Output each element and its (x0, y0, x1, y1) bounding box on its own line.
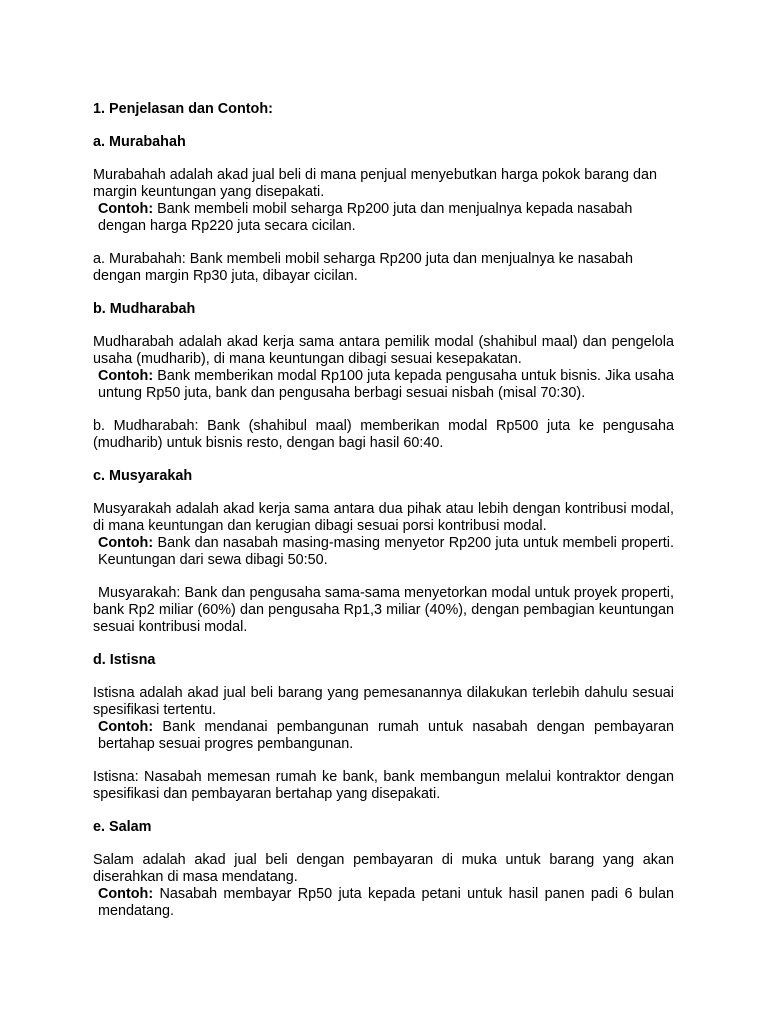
section-heading-musyarakah: c. Musyarakah (93, 468, 193, 484)
extra-example-mudharabah: b. Mudharabah: Bank (shahibul maal) memberikan modal Rp500 juta ke pengusaha (mudharib) untuk bisnis resto, dengan bagi hasil 60:40. (93, 418, 674, 451)
section-body-murabahah (93, 167, 674, 235)
section-heading-istisna: d. Istisna (93, 652, 156, 668)
example-text: Bank mendanai pembangunan rumah untuk nasabah dengan pembayaran bertahap sesuai progres pembangunan. (98, 719, 674, 752)
section-body-mudharabah (93, 334, 674, 402)
extra-example-istisna: Istisna: Nasabah memesan rumah ke bank, bank membangun melalui kontraktor dengan spesifikasi dan pembayaran bertahap yang disepakati. (93, 769, 674, 802)
example-line (93, 886, 674, 920)
section-body-istisna (93, 685, 674, 753)
example-line (93, 201, 674, 235)
section-body-salam (93, 852, 674, 920)
section-body-musyarakah (93, 501, 674, 569)
example-text: Bank dan nasabah masing-masing menyetor Rp200 juta untuk membeli properti. Keuntungan dari sewa dibagi 50:50. (98, 535, 674, 568)
example-label: Contoh: (98, 886, 154, 902)
example-line (93, 719, 674, 753)
example-line (93, 368, 674, 402)
document-page (93, 101, 674, 936)
example-label: Contoh: (98, 719, 154, 735)
example-label: Contoh: (98, 368, 154, 384)
section-heading-murabahah: a. Murabahah (93, 134, 186, 150)
definition-text: Murabahah adalah akad jual beli di mana penjual menyebutkan harga pokok barang dan margin keuntungan yang disepakati. (93, 167, 658, 200)
extra-example-musyarakah: Musyarakah: Bank dan pengusaha sama-sama menyetorkan modal untuk proyek properti, bank Rp2 miliar (60%) dan pengusaha Rp1,3 miliar (40%), dengan pembagian keuntungan sesuai kontribusi modal. (93, 585, 674, 635)
extra-example-murabahah: a. Murabahah: Bank membeli mobil seharga Rp200 juta dan menjualnya ke nasabah dengan margin Rp30 juta, dibayar cicilan. (93, 251, 633, 284)
section-heading-mudharabah: b. Mudharabah (93, 301, 196, 317)
example-text: Bank membeli mobil seharga Rp200 juta dan menjualnya kepada nasabah dengan harga Rp220 juta secara cicilan. (98, 201, 633, 234)
document-title: 1. Penjelasan dan Contoh: (93, 101, 273, 117)
example-label: Contoh: (98, 201, 154, 217)
definition-text: Istisna adalah akad jual beli barang yang pemesanannya dilakukan terlebih dahulu sesuai spesifikasi tertentu. (93, 685, 674, 718)
example-text: Nasabah membayar Rp50 juta kepada petani untuk hasil panen padi 6 bulan mendatang. (98, 886, 675, 919)
example-text: Bank memberikan modal Rp100 juta kepada pengusaha untuk bisnis. Jika usaha untung Rp50 juta, bank dan pengusaha berbagi sesuai nisbah (misal 70:30). (98, 368, 674, 401)
definition-text: Musyarakah adalah akad kerja sama antara dua pihak atau lebih dengan kontribusi modal, di mana keuntungan dan kerugian dibagi sesuai porsi kontribusi modal. (93, 501, 674, 534)
section-heading-salam: e. Salam (93, 819, 152, 835)
example-line (93, 535, 674, 569)
definition-text: Salam adalah akad jual beli dengan pembayaran di muka untuk barang yang akan diserahkan di masa mendatang. (93, 852, 674, 885)
definition-text: Mudharabah adalah akad kerja sama antara pemilik modal (shahibul maal) dan pengelola usaha (mudharib), di mana keuntungan dibagi sesuai kesepakatan. (93, 334, 674, 367)
example-label: Contoh: (98, 535, 154, 551)
